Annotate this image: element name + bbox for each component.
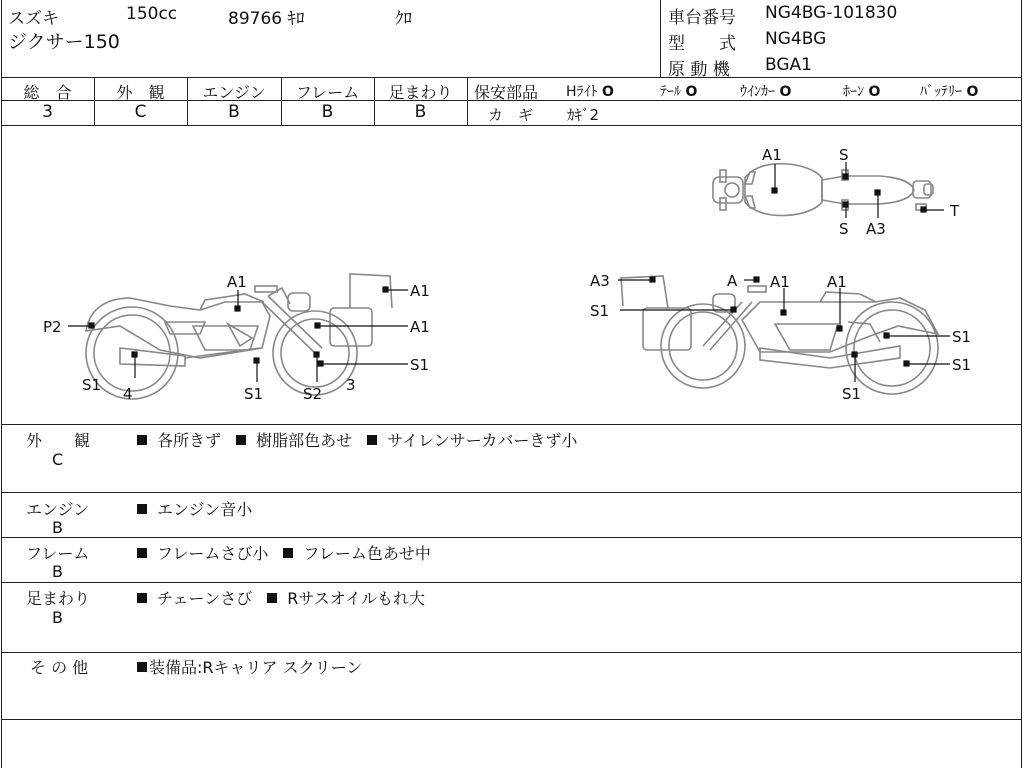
diag-label: S1	[410, 356, 430, 374]
divider-sec5	[1, 719, 1022, 720]
safety-item-headlight: Hﾗｲﾄ O	[566, 84, 614, 100]
diag-label: 4	[123, 385, 133, 403]
diag-label: S1	[842, 385, 862, 403]
score-frame-value: B	[321, 102, 334, 122]
section-frame-grade: B	[52, 562, 63, 581]
displacement: 150cc	[126, 4, 178, 24]
safety-item-tail: ﾃｰﾙ O	[660, 84, 698, 100]
diag-label: A1	[410, 318, 430, 336]
score-exterior-label: 外 観	[116, 83, 165, 102]
score-frame-label: フレーム	[295, 83, 360, 102]
diag-label: A1	[770, 273, 790, 291]
diag-label: S1	[952, 328, 972, 346]
diag-label: S	[839, 220, 849, 238]
divider-diagram	[1, 424, 1022, 425]
diag-label: A3	[866, 220, 886, 238]
score-engine-label: エンジン	[202, 83, 266, 102]
color: ｸﾛ	[395, 9, 412, 29]
score-suspension-value: B	[414, 102, 427, 122]
diag-label: A1	[827, 273, 847, 291]
score-exterior-value: C	[134, 102, 147, 122]
score-suspension-label: 足まわり	[388, 83, 453, 102]
key-value: ｶｷﾞ2	[567, 106, 600, 124]
section-other-label: そ の 他	[30, 658, 89, 677]
mileage: 89766 ｷﾛ	[228, 9, 305, 29]
section-frame-label: フレーム	[26, 544, 90, 563]
section-engine-items: エンジン音小	[137, 497, 262, 520]
section-engine-label: エンジン	[26, 500, 90, 519]
bike-top-view	[713, 164, 933, 216]
diag-label: A	[727, 272, 738, 290]
frame-no: NG4BG-101830	[765, 3, 898, 23]
divider-sec3	[1, 582, 1022, 583]
diag-label: 3	[346, 376, 356, 394]
diag-label: A3	[590, 272, 610, 290]
section-exterior-label: 外 観	[26, 431, 91, 450]
diag-label: A1	[227, 273, 247, 291]
diag-label: P2	[43, 318, 62, 336]
diag-label: S1	[244, 385, 264, 403]
divider-header	[1, 77, 1022, 78]
section-suspension-grade: B	[52, 608, 63, 627]
damage-diagram	[0, 126, 1022, 424]
safety-label: 保安部品	[474, 83, 539, 102]
header-vdivider	[660, 0, 661, 77]
score-vdivider-5	[467, 77, 468, 125]
diag-label: S1	[82, 376, 102, 394]
bike-right-view	[621, 276, 938, 394]
diag-label: S2	[303, 385, 323, 403]
diag-label: S1	[952, 356, 972, 374]
safety-item-horn: ﾎｰﾝ O	[843, 84, 881, 100]
type-label: 型 式	[668, 34, 736, 54]
engine-label: 原 動 機	[668, 60, 730, 80]
section-suspension-items: チェーンさび Rサスオイルもれ大	[137, 586, 435, 609]
section-suspension-label: 足まわり	[26, 589, 91, 608]
model-name: ジクサー150	[8, 31, 120, 53]
maker: スズキ	[8, 9, 59, 29]
type-value: NG4BG	[765, 29, 827, 49]
frame-no-label: 車台番号	[668, 8, 736, 28]
divider-sec4	[1, 652, 1022, 653]
score-total-label: 総 合	[23, 83, 72, 102]
engine-value: BGA1	[765, 55, 812, 75]
divider-sec1	[1, 492, 1022, 493]
diag-label: S	[839, 146, 849, 164]
section-exterior-grade: C	[52, 450, 64, 469]
diag-label: A1	[410, 282, 430, 300]
divider-sec2	[1, 537, 1022, 538]
section-other-items: 装備品:Rキャリア スクリーン	[137, 655, 372, 678]
diag-label: A1	[762, 146, 782, 164]
section-frame-items: フレームさび小 フレーム色あせ中	[137, 541, 441, 564]
key-label: カ ギ	[488, 106, 534, 124]
score-total-value: 3	[42, 102, 53, 122]
section-exterior-items: 各所きず 樹脂部色あせ サイレンサーカバーきず小	[137, 428, 587, 451]
safety-item-battery: ﾊﾞｯﾃﾘｰ O	[920, 84, 979, 100]
diag-label: T	[950, 202, 960, 220]
score-engine-value: B	[228, 102, 240, 122]
diag-label: S1	[590, 302, 610, 320]
section-engine-grade: B	[52, 518, 63, 537]
safety-item-winker: ｳｲﾝｶｰ O	[740, 84, 792, 100]
